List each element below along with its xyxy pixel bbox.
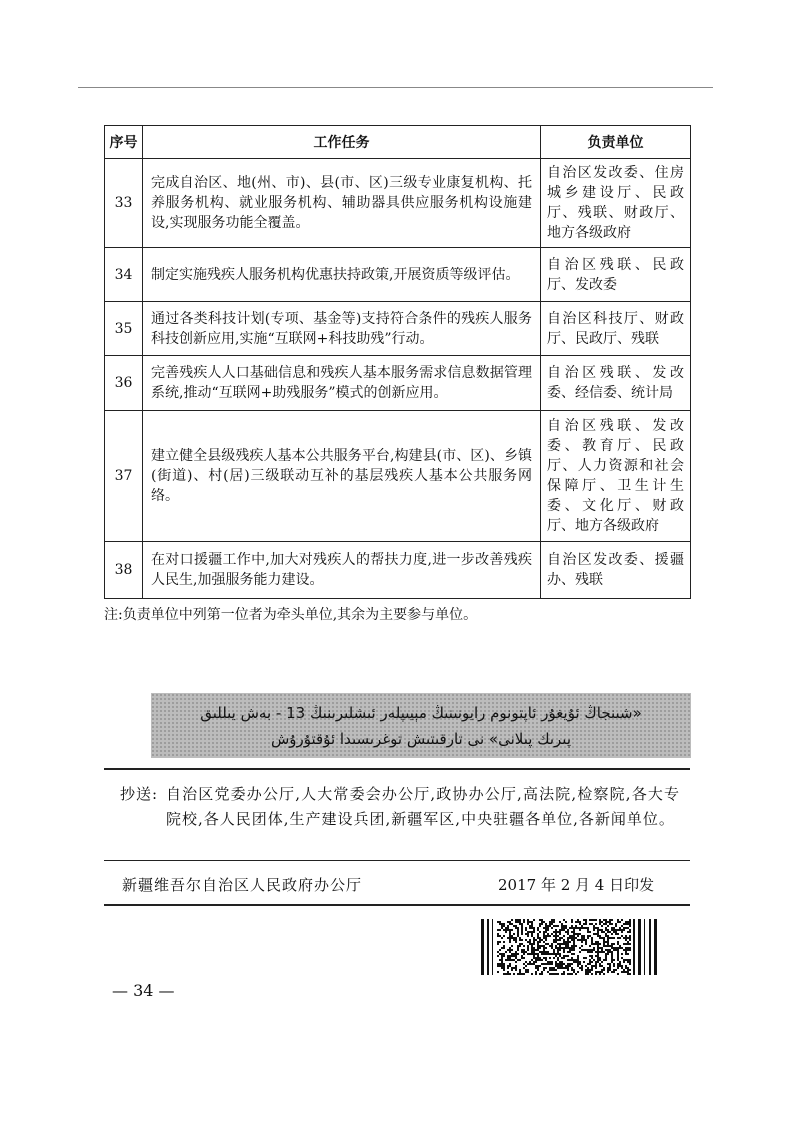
row-task: 通过各类科技计划(专项、基金等)支持符合条件的残疾人服务科技创新应用,实施“互联网+科技助残”行动。 (143, 302, 541, 356)
row-task: 建立健全县级残疾人基本公共服务平台,构建县(市、区)、乡镇(街道)、村(居)三级联动互补的基层残疾人基本公共服务网络。 (143, 411, 541, 542)
uyghur-title-line-1: «شىنجاڭ ئۇيغۇر ئاپتونوم رايونىنىڭ مېيىپلەر ئىشلىرىنىڭ 13 - بەش يىللىق (200, 704, 642, 722)
table-header-row (105, 126, 691, 159)
row-no: 38 (105, 542, 143, 599)
task-table (104, 125, 691, 599)
row-unit: 自治区残联、发改委、经信委、统计局 (541, 356, 691, 411)
row-no: 37 (105, 411, 143, 542)
row-unit: 自治区发改委、援疆办、残联 (541, 542, 691, 599)
uyghur-title (151, 700, 691, 752)
cc-label: 抄送: (120, 785, 159, 803)
row-task: 制定实施残疾人服务机构优惠扶持政策,开展资质等级评估。 (143, 248, 541, 302)
row-no: 36 (105, 356, 143, 411)
row-unit: 自治区发改委、住房城乡建设厅、民政厅、残联、财政厅、地方各级政府 (541, 159, 691, 248)
table-row (105, 542, 691, 599)
header-task: 工作任务 (143, 126, 541, 159)
row-task: 完善残疾人人口基础信息和残疾人基本服务需求信息数据管理系统,推动“互联网+助残服务”模式的创新应用。 (143, 356, 541, 411)
row-unit: 自治区残联、发改委、教育厅、民政厅、人力资源和社会保障厅、卫生计生委、文化厅、财政厅、地方各级政府 (541, 411, 691, 542)
cc-top-rule (104, 768, 690, 770)
row-no: 34 (105, 248, 143, 302)
table-note: 注:负责单位中列第一位者为牵头单位,其余为主要参与单位。 (104, 607, 478, 623)
table-row (105, 248, 691, 302)
table-row (105, 302, 691, 356)
row-unit: 自治区科技厅、财政厅、民政厅、残联 (541, 302, 691, 356)
row-unit: 自治区残联、民政厅、发改委 (541, 248, 691, 302)
uyghur-title-line-2: پىرىك پىلانى» نى تارقىتىش توغرىسىدا ئۇقتۇرۇش (270, 730, 571, 748)
header-no: 序号 (105, 126, 143, 159)
issue-date: 2017 年 2 月 4 日印发 (498, 876, 655, 894)
footer-bottom-rule (104, 904, 690, 906)
header-unit: 负责单位 (541, 126, 691, 159)
table-row (105, 356, 691, 411)
table-row (105, 159, 691, 248)
row-task: 完成自治区、地(州、市)、县(市、区)三级专业康复机构、托养服务机构、就业服务机构、辅助器具供应服务机构设施建设,实现服务功能全覆盖。 (143, 159, 541, 248)
row-no: 35 (105, 302, 143, 356)
barcode-icon (481, 919, 659, 975)
table-row (105, 411, 691, 542)
header-rule (78, 87, 713, 88)
row-task: 在对口援疆工作中,加大对残疾人的帮扶力度,进一步改善残疾人民生,加强服务能力建设。 (143, 542, 541, 599)
cc-block (120, 782, 680, 832)
cc-bottom-rule (104, 860, 690, 861)
page-number: — 34 — (112, 981, 175, 1000)
row-no: 33 (105, 159, 143, 248)
cc-recipients: 自治区党委办公厅,人大常委会办公厅,政协办公厅,高法院,检察院,各大专院校,各人民团体,生产建设兵团,新疆军区,中央驻疆各单位,各新闻单位。 (166, 785, 680, 828)
issuing-office: 新疆维吾尔自治区人民政府办公厅 (122, 876, 363, 894)
